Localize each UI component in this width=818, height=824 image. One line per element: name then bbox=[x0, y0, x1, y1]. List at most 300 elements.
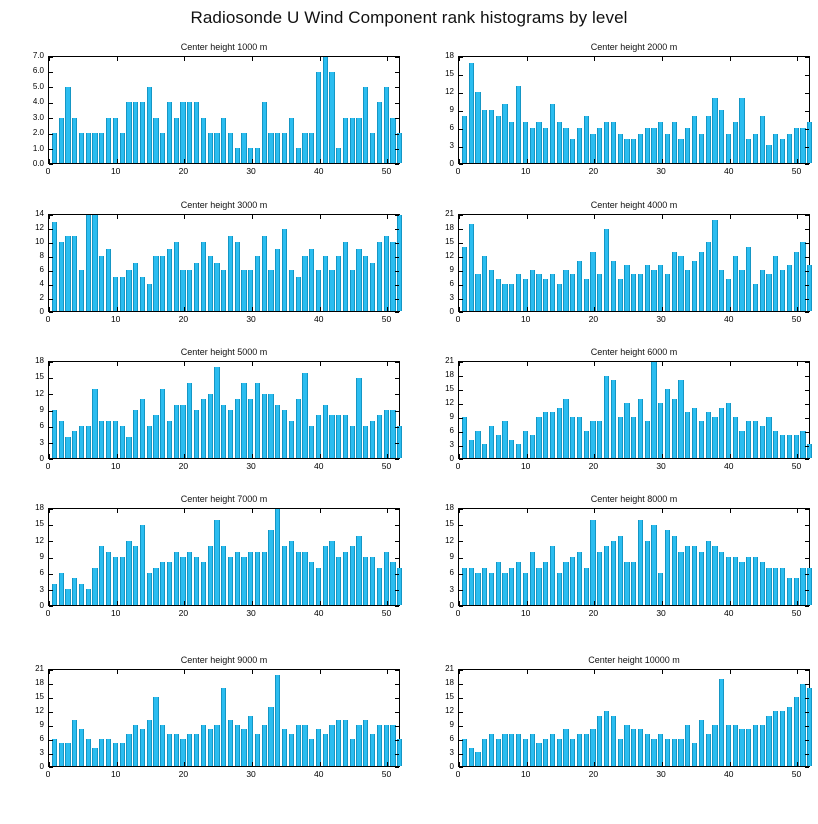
histogram-bar bbox=[719, 408, 724, 458]
y-tick-label: 12 bbox=[445, 87, 454, 96]
y-tick bbox=[395, 740, 399, 741]
histogram-bar bbox=[174, 552, 179, 605]
histogram-bar bbox=[79, 584, 84, 605]
histogram-bar bbox=[309, 426, 314, 458]
histogram-bar bbox=[787, 435, 792, 458]
y-tick-label: 7.0 bbox=[32, 51, 44, 60]
histogram-bar bbox=[577, 417, 582, 458]
histogram-bar bbox=[665, 134, 670, 163]
y-tick bbox=[805, 147, 809, 148]
y-tick bbox=[459, 229, 463, 230]
x-tick bbox=[594, 307, 595, 311]
x-tick-label: 30 bbox=[656, 166, 666, 176]
histogram-bar bbox=[733, 725, 738, 766]
y-tick bbox=[459, 754, 463, 755]
y-tick bbox=[49, 606, 53, 607]
y-tick bbox=[395, 57, 399, 58]
x-tick bbox=[459, 762, 460, 766]
y-tick bbox=[395, 134, 399, 135]
x-tick bbox=[252, 307, 253, 311]
histogram-bar bbox=[780, 435, 785, 458]
histogram-bar bbox=[72, 578, 77, 605]
y-tick bbox=[805, 312, 809, 313]
y-tick bbox=[459, 574, 463, 575]
histogram-bar bbox=[719, 679, 724, 766]
histogram-bar bbox=[469, 568, 474, 605]
histogram-bar bbox=[753, 421, 758, 458]
histogram-bar bbox=[201, 118, 206, 163]
y-tick bbox=[459, 271, 463, 272]
y-axis-labels bbox=[10, 503, 44, 610]
x-tick bbox=[797, 762, 798, 766]
y-tick-label: 0.0 bbox=[32, 159, 44, 168]
histogram-bar bbox=[390, 410, 395, 458]
x-tick-label: 40 bbox=[724, 608, 734, 618]
histogram-bar bbox=[638, 274, 643, 311]
histogram-bar bbox=[147, 284, 152, 311]
histogram-bar bbox=[59, 573, 64, 605]
histogram-bar bbox=[113, 557, 118, 605]
histogram-bar bbox=[194, 557, 199, 605]
histogram-bar bbox=[120, 557, 125, 605]
page-title: Radiosonde U Wind Component rank histograms by level bbox=[190, 8, 628, 27]
histogram-bar bbox=[502, 284, 507, 311]
histogram-bar bbox=[336, 720, 341, 766]
histogram-bar bbox=[323, 546, 328, 605]
y-tick-label: 6 bbox=[449, 568, 454, 578]
histogram-bar bbox=[268, 530, 273, 605]
histogram-bar bbox=[99, 256, 104, 311]
y-tick-label: 3 bbox=[449, 584, 454, 594]
histogram-bar bbox=[699, 720, 704, 766]
histogram-bar bbox=[262, 552, 267, 605]
bars-layer bbox=[49, 509, 399, 605]
histogram-bar bbox=[475, 573, 480, 605]
x-tick bbox=[527, 509, 528, 513]
y-tick-label: 6 bbox=[39, 568, 44, 578]
y-tick bbox=[459, 712, 463, 713]
plot-area bbox=[458, 508, 810, 606]
x-tick-label: 10 bbox=[520, 314, 531, 324]
x-tick bbox=[184, 307, 185, 311]
histogram-bar bbox=[780, 568, 785, 605]
x-tick-label: 50 bbox=[381, 769, 392, 779]
histogram-bar bbox=[377, 415, 382, 458]
x-tick bbox=[594, 762, 595, 766]
histogram-bar bbox=[282, 229, 287, 311]
x-tick bbox=[387, 670, 388, 674]
y-axis-labels bbox=[420, 51, 454, 168]
x-tick-label: 30 bbox=[656, 769, 666, 779]
histogram-bar bbox=[482, 256, 487, 311]
histogram-bar bbox=[133, 102, 138, 163]
x-tick bbox=[662, 670, 663, 674]
x-tick bbox=[662, 509, 663, 513]
histogram-bar bbox=[201, 562, 206, 605]
histogram-bar bbox=[787, 707, 792, 766]
histogram-bar bbox=[597, 421, 602, 458]
y-tick-label: 6 bbox=[449, 426, 454, 435]
x-tick bbox=[184, 509, 185, 513]
x-tick bbox=[117, 159, 118, 163]
histogram-bar bbox=[65, 437, 70, 458]
histogram-bar bbox=[516, 86, 521, 163]
histogram-bar bbox=[557, 284, 562, 311]
histogram-bar bbox=[397, 426, 402, 458]
x-tick-label: 30 bbox=[246, 608, 256, 618]
y-tick bbox=[395, 541, 399, 542]
histogram-bar bbox=[282, 410, 287, 458]
histogram-bar bbox=[214, 133, 219, 163]
y-tick bbox=[805, 432, 809, 433]
y-tick bbox=[395, 698, 399, 699]
y-tick-label: 0 bbox=[449, 762, 454, 771]
y-tick-label: 9 bbox=[449, 412, 454, 421]
histogram-bar bbox=[712, 417, 717, 458]
histogram-bar bbox=[133, 725, 138, 766]
y-tick-label: 6 bbox=[449, 279, 454, 288]
y-tick bbox=[459, 459, 463, 460]
y-tick bbox=[805, 558, 809, 559]
histogram-bar bbox=[174, 734, 179, 766]
histogram-bar bbox=[187, 552, 192, 605]
y-tick bbox=[805, 606, 809, 607]
y-tick bbox=[459, 243, 463, 244]
y-tick bbox=[395, 87, 399, 88]
y-tick-label: 9 bbox=[39, 720, 44, 729]
histogram-bar bbox=[516, 274, 521, 311]
bars-layer bbox=[49, 57, 399, 163]
histogram-bar bbox=[665, 739, 670, 766]
y-tick bbox=[805, 541, 809, 542]
histogram-bar bbox=[618, 739, 623, 766]
histogram-bar bbox=[140, 399, 145, 458]
y-tick bbox=[459, 418, 463, 419]
histogram-bar bbox=[289, 734, 294, 766]
histogram-bar bbox=[377, 242, 382, 311]
histogram-bar bbox=[509, 568, 514, 605]
histogram-bar bbox=[248, 716, 253, 766]
x-tick bbox=[49, 362, 50, 366]
y-tick bbox=[805, 590, 809, 591]
histogram-bar bbox=[356, 725, 361, 766]
y-tick-label: 21 bbox=[445, 209, 454, 218]
histogram-bar bbox=[760, 270, 765, 311]
histogram-bar bbox=[489, 734, 494, 766]
x-tick bbox=[252, 454, 253, 458]
y-tick-label: 0 bbox=[449, 307, 454, 316]
histogram-bar bbox=[350, 546, 355, 605]
histogram-bar bbox=[475, 92, 480, 163]
histogram-bar bbox=[584, 568, 589, 605]
histogram-bar bbox=[678, 380, 683, 458]
histogram-bar bbox=[309, 133, 314, 163]
y-tick bbox=[805, 111, 809, 112]
histogram-bar bbox=[106, 118, 111, 163]
histogram-bar bbox=[390, 242, 395, 311]
histogram-bar bbox=[79, 729, 84, 766]
y-tick-label: 2.0 bbox=[32, 128, 44, 138]
plot-area bbox=[458, 669, 810, 767]
histogram-bar bbox=[536, 568, 541, 605]
histogram-bar bbox=[201, 725, 206, 766]
y-tick-label: 15 bbox=[35, 519, 44, 529]
x-tick-label: 20 bbox=[178, 769, 189, 779]
x-tick bbox=[797, 509, 798, 513]
histogram-bar bbox=[719, 270, 724, 311]
histogram-bar bbox=[624, 265, 629, 311]
histogram-bar bbox=[651, 739, 656, 766]
y-tick bbox=[49, 684, 53, 685]
x-tick bbox=[320, 670, 321, 674]
histogram-bar bbox=[147, 573, 152, 605]
x-tick-label: 50 bbox=[381, 314, 392, 324]
y-tick-label: 18 bbox=[35, 678, 44, 687]
histogram-bar bbox=[133, 546, 138, 605]
histogram-bar bbox=[147, 87, 152, 163]
y-tick bbox=[395, 443, 399, 444]
histogram-bar bbox=[739, 98, 744, 163]
histogram-bar bbox=[65, 589, 70, 605]
histogram-bar bbox=[590, 421, 595, 458]
histogram-bar bbox=[113, 118, 118, 163]
histogram-bar bbox=[543, 412, 548, 458]
histogram-bar bbox=[766, 274, 771, 311]
histogram-bar bbox=[268, 394, 273, 458]
y-tick bbox=[805, 712, 809, 713]
histogram-bar bbox=[329, 725, 334, 766]
histogram-bar bbox=[160, 725, 165, 766]
y-tick bbox=[49, 394, 53, 395]
x-tick bbox=[797, 57, 798, 61]
y-tick-label: 18 bbox=[445, 223, 454, 232]
histogram-bar bbox=[255, 552, 260, 605]
x-tick bbox=[662, 454, 663, 458]
y-tick bbox=[49, 712, 53, 713]
histogram-bar bbox=[800, 242, 805, 311]
histogram-bar bbox=[699, 421, 704, 458]
bars-layer bbox=[49, 362, 399, 458]
histogram-bar bbox=[672, 399, 677, 458]
histogram-bar bbox=[384, 410, 389, 458]
y-tick bbox=[49, 541, 53, 542]
histogram-bar bbox=[180, 557, 185, 605]
histogram-bar bbox=[65, 236, 70, 311]
y-tick-label: 12 bbox=[445, 706, 454, 715]
y-tick bbox=[395, 362, 399, 363]
histogram-bar bbox=[126, 734, 131, 766]
histogram-bar bbox=[760, 562, 765, 605]
histogram-bar bbox=[739, 562, 744, 605]
histogram-bar bbox=[329, 270, 334, 311]
y-tick bbox=[49, 459, 53, 460]
histogram-bar bbox=[766, 417, 771, 458]
histogram-bar bbox=[221, 118, 226, 163]
x-tick bbox=[49, 509, 50, 513]
x-tick-label: 50 bbox=[791, 314, 802, 324]
histogram-bar bbox=[780, 139, 785, 163]
histogram-bar bbox=[214, 725, 219, 766]
y-tick bbox=[49, 149, 53, 150]
histogram-bar bbox=[780, 270, 785, 311]
y-tick bbox=[395, 257, 399, 258]
histogram-bar bbox=[180, 102, 185, 163]
x-tick bbox=[117, 307, 118, 311]
x-tick-label: 50 bbox=[791, 166, 802, 176]
histogram-bar bbox=[140, 102, 145, 163]
x-tick bbox=[594, 159, 595, 163]
x-tick-label: 20 bbox=[178, 461, 189, 471]
x-tick bbox=[730, 57, 731, 61]
y-tick bbox=[805, 404, 809, 405]
y-tick bbox=[805, 459, 809, 460]
y-tick bbox=[49, 525, 53, 526]
plot-area bbox=[458, 214, 810, 312]
histogram-bar bbox=[384, 236, 389, 311]
y-tick bbox=[395, 525, 399, 526]
histogram-bar bbox=[160, 256, 165, 311]
histogram-bar bbox=[584, 279, 589, 311]
histogram-bar bbox=[140, 525, 145, 605]
y-tick bbox=[805, 285, 809, 286]
histogram-bar bbox=[604, 229, 609, 311]
histogram-bar bbox=[631, 729, 636, 766]
histogram-bar bbox=[106, 739, 111, 766]
y-tick bbox=[459, 767, 463, 768]
histogram-bar bbox=[509, 122, 514, 163]
histogram-bar bbox=[275, 675, 280, 766]
y-tick bbox=[459, 75, 463, 76]
y-tick bbox=[459, 299, 463, 300]
histogram-bar bbox=[665, 274, 670, 311]
histogram-bar bbox=[685, 270, 690, 311]
x-tick-label: 50 bbox=[381, 166, 392, 176]
histogram-bar bbox=[624, 562, 629, 605]
x-tick-label: 0 bbox=[45, 608, 51, 618]
histogram-bar bbox=[316, 415, 321, 458]
histogram-bar bbox=[228, 236, 233, 311]
y-tick bbox=[459, 740, 463, 741]
y-tick-label: 12 bbox=[35, 223, 44, 232]
histogram-bar bbox=[350, 118, 355, 163]
histogram-bar bbox=[241, 383, 246, 458]
x-tick-label: 30 bbox=[656, 608, 666, 618]
histogram-bar bbox=[133, 410, 138, 458]
histogram-bar bbox=[275, 405, 280, 458]
histogram-bar bbox=[92, 215, 97, 311]
histogram-bar bbox=[113, 421, 118, 458]
histogram-bar bbox=[645, 128, 650, 163]
x-tick bbox=[527, 307, 528, 311]
y-tick bbox=[49, 87, 53, 88]
panel-title: Center height 7000 m bbox=[180, 494, 268, 504]
x-tick bbox=[320, 215, 321, 219]
y-tick bbox=[395, 229, 399, 230]
histogram-bar bbox=[509, 284, 514, 311]
histogram-bar bbox=[302, 256, 307, 311]
histogram-bar bbox=[99, 133, 104, 163]
y-tick bbox=[459, 525, 463, 526]
x-tick bbox=[527, 159, 528, 163]
histogram-bar bbox=[167, 102, 172, 163]
histogram-bar bbox=[631, 417, 636, 458]
x-tick bbox=[730, 762, 731, 766]
histogram-bar bbox=[235, 148, 240, 163]
x-tick-label: 50 bbox=[791, 608, 802, 618]
histogram-bar bbox=[577, 128, 582, 163]
histogram-bar bbox=[678, 739, 683, 766]
histogram-bar bbox=[241, 270, 246, 311]
histogram-bar bbox=[329, 415, 334, 458]
histogram-bar bbox=[289, 270, 294, 311]
y-axis-labels bbox=[420, 209, 454, 316]
x-tick bbox=[594, 57, 595, 61]
y-tick-label: 5.0 bbox=[32, 81, 44, 91]
histogram-bar bbox=[780, 711, 785, 766]
x-tick bbox=[594, 601, 595, 605]
x-tick bbox=[320, 454, 321, 458]
x-tick bbox=[730, 159, 731, 163]
histogram-bar bbox=[126, 541, 131, 605]
histogram-bar bbox=[92, 568, 97, 605]
x-tick bbox=[320, 601, 321, 605]
histogram-bar bbox=[678, 256, 683, 311]
histogram-bar bbox=[787, 265, 792, 311]
histogram-bar bbox=[489, 270, 494, 311]
histogram-bar bbox=[665, 530, 670, 605]
y-tick-label: 15 bbox=[445, 519, 454, 529]
histogram-bar bbox=[153, 118, 158, 163]
x-tick bbox=[184, 159, 185, 163]
histogram-bar bbox=[584, 431, 589, 458]
histogram-bar bbox=[126, 437, 131, 458]
histogram-bar bbox=[153, 568, 158, 605]
histogram-bar bbox=[384, 552, 389, 605]
y-tick bbox=[459, 541, 463, 542]
histogram-bar bbox=[323, 57, 328, 163]
y-tick bbox=[805, 164, 809, 165]
histogram-bar bbox=[631, 139, 636, 163]
y-tick bbox=[459, 446, 463, 447]
histogram-bar bbox=[126, 270, 131, 311]
histogram-bar bbox=[773, 711, 778, 766]
histogram-bar bbox=[65, 743, 70, 766]
histogram-bar bbox=[302, 552, 307, 605]
y-tick bbox=[395, 271, 399, 272]
histogram-bar bbox=[604, 711, 609, 766]
histogram-bar bbox=[475, 274, 480, 311]
histogram-bar bbox=[475, 752, 480, 766]
x-tick-label: 0 bbox=[455, 769, 461, 779]
histogram-bar bbox=[59, 118, 64, 163]
histogram-bar bbox=[651, 525, 656, 605]
histogram-bar bbox=[706, 541, 711, 605]
x-tick bbox=[387, 601, 388, 605]
histogram-bar bbox=[800, 128, 805, 163]
x-tick bbox=[320, 57, 321, 61]
x-tick-label: 10 bbox=[110, 314, 121, 324]
histogram-bar bbox=[167, 421, 172, 458]
histogram-bar bbox=[489, 573, 494, 605]
histogram-bar bbox=[469, 63, 474, 163]
x-tick-label: 40 bbox=[724, 769, 734, 779]
histogram-bar bbox=[72, 431, 77, 458]
histogram-bar bbox=[316, 568, 321, 605]
histogram-bar bbox=[79, 133, 84, 163]
histogram-bar bbox=[275, 249, 280, 311]
x-tick bbox=[730, 601, 731, 605]
histogram-bar bbox=[282, 133, 287, 163]
